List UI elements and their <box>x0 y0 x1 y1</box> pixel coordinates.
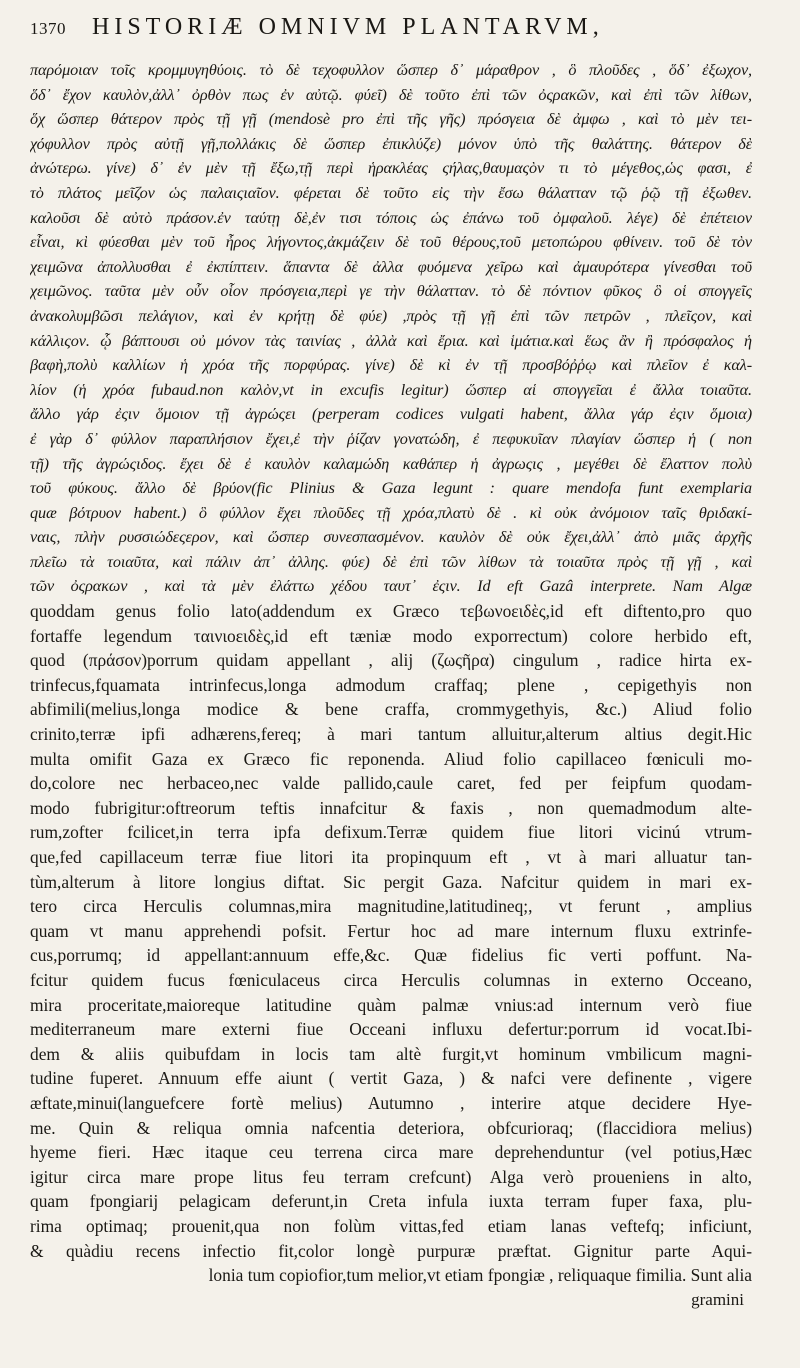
text-line: & quàdiu recens infectio fit,color longè purpuræ præftat. Gignitur parte Aqui- <box>30 1240 752 1261</box>
text-line: mira proceritate,maioreque latitudine quàm palmæ vnius:ad internum verò fiue <box>30 994 752 1015</box>
text-line: tero circa Herculis columnas,mira magnitudine,latitudineq;, vt ferunt , amplius <box>30 896 752 917</box>
text-line: hyeme fieri. Hæc itaque ceu terrena circa mare deprehenduntur (vel potius,Hæc <box>30 1142 752 1163</box>
text-line: τῇ) τῆς ἀγρώςιδος. ἔχει δὲ ἐ καυλὸν καλαμώδη καθάπερ ἡ ἀγρωςις , μεγέθει δὲ ἔλαττον πολὺ <box>30 454 752 473</box>
text-line: ἀνακολυμβῶσι πελάγιον, καὶ ἐν κρήτῃ δὲ φύε) ,πρὸς τῇ γῇ ἐπὶ τῶν πετρῶν , πλεῖςον, καὶ <box>30 306 752 325</box>
text-line: tudine fuperet. Annuum effe aiunt ( vertit Gaza, ) & nafci vere definente , vigere <box>30 1068 752 1089</box>
text-line: fcitur quidem fucus fœniculaceus circa Herculis columnas in externo Occeano, <box>30 969 752 990</box>
text-line: trinfecus,fquamata intrinfecus,longa admodum craffaq; plene , cepigethyis non <box>30 674 752 695</box>
text-line: mediterraneum mare externi fiue Occeani influxu defertur:porrum id vocat.Ibi- <box>30 1019 752 1040</box>
text-line: παρόμοιαν τοῖς κρομμυγηθύοις. τὸ δὲ τεχοφυλλον ὥσπερ δ᾽ μάραθρον , ὃ πλοῦδες , ὅδ᾽ ἐξωχον, <box>30 61 752 79</box>
page-header <box>30 14 752 52</box>
text-line: χειμῶνος. ταῦτα μὲν οὖν οἷον πρόσγεια,περὶ γε τὴν θάλατταν. τὸ δὲ πόντιον φῦκος ὃ οἱ σπογγεῖς <box>30 282 752 301</box>
text-line: βαφὴ,πολὺ καλλίων ἡ χρόα τῆς πορφύρας. γίνε) δὲ κὶ ἐν τῇ προσβόῤῥῳ καὶ πλεῖον ἐ καλ- <box>30 356 752 375</box>
text-line: rima optimaq; prouenit,qua non folùm vittas,fed etiam lanas veftefq; inficiunt, <box>30 1215 752 1236</box>
text-line: λίον (ἡ χρόα fubaud.non καλὸν,vt in excufis legitur) ὥσπερ αἱ σπογγεῖαι ἐ ἄλλα τοιαῦτα. <box>30 380 752 399</box>
text-line: χόφυλλον πρὸς αὐτῇ γῇ,πολλάκις δὲ ὥσπερ ἐπικλύζε) μόνον ὑπὸ τῆς θαλάττης. θάτερον δὲ <box>30 134 752 153</box>
text-line: tùm,alterum à litore longius diftat. Sic pergit Gaza. Nafcitur quidem in mari ex- <box>30 871 752 892</box>
text-line: quam fpongiarij pelagicam deferunt,in Creta infula iuxta terram fuper faxa, plu- <box>30 1191 752 1212</box>
text-line: fortaffe legendum ταινιοειδὲς,id eft tæniæ modo exporrectum) colore herbido eft, <box>30 625 752 646</box>
running-title: HISTORIÆ OMNIVM PLANTARVM, <box>92 14 604 40</box>
text-line: abfimili(melius,longa modice & bene craffa, crommygethyis, &c.) Aliud folio <box>30 699 752 720</box>
text-line: quæ βότρυον habent.) ὃ φύλλον ἔχει πλοῦδες τῇ χρόα,πλατὺ δὲ . κὶ οὐκ ἀνόμοιον ταῖς θριδακί- <box>30 503 752 522</box>
text-line: τῶν ὀςρακων , καὶ τὰ μὲν ἐλάττω χέδου ταυτ᾽ ἐςιν. Id eft Gazâ interprete. Nam Algæ <box>30 577 752 596</box>
text-line: cus,porrumq; id appellant:annuum effe,&c. Quæ fidelius fic verti poffunt. Na- <box>30 945 752 966</box>
text-line: quod (πράσον)porrum quidam appellant , alij (ζωςῆρα) cingulum , radice hirta ex- <box>30 650 752 671</box>
text-line: ὅχ ὥσπερ θάτερον πρὸς τῇ γῇ (mendosè pro ἐπὶ τῆς γῆς) πρόσγεια δὲ ἀμφω , καὶ τὸ μὲν τει- <box>30 110 752 129</box>
text-line: καλοῦσι δὲ αὐτὸ πράσον.ἐν ταύτῃ δὲ,ἐν τισι τόποις ὡς ἐπάνω τοῦ ὀμφαλοῦ. λέγε) δὲ ἐπέτειον <box>30 208 752 227</box>
text-line: κάλλιςον. ᾧ βάπτουσι οὐ μόνον τὰς ταινίας , ἀλλὰ καὶ ἔρια. καὶ ἱμάτια.καὶ ἕως ἂν ἢ πρόσφαλος ἡ <box>30 331 752 350</box>
text-line: igitur circa mare prope litus feu terram crefcunt) Alga verò proueniens in alto, <box>30 1166 752 1187</box>
text-line: πλεῖω τὰ τοιαῦτα, καὶ πάλιν ἀπ᾽ ἀλλης. φύε) δὲ ἐπὶ τῶν λίθων τὰ τοιαῦτα πρὸς τῇ γῇ , καὶ <box>30 552 752 571</box>
text-line: modo fubrigitur:oftreorum teftis innafcitur & faxis , non quemadmodum alte- <box>30 797 752 818</box>
text-line: quoddam genus folio lato(addendum ex Græco τεβωνοειδὲς,id eft diftento,pro quo <box>30 601 752 622</box>
text-line: que,fed capillaceum terræ fiue litori ita propinquum eft , vt à mari alluatur tan- <box>30 847 752 867</box>
text-line: crinito,terræ ipfi adhærens,fereq; à mari tantum alluitur,alterum altius degit.Hic <box>30 724 752 745</box>
text-line: ναις, πλὴν ρυσσιώδεςερον, καὶ ὥσπερ συνεσπασμένον. καυλὸν δὲ οὐκ ἔχει,ἀλλ᾽ ἀπὸ μιᾶς ἀρχῆς <box>30 528 752 547</box>
catchword: gramini <box>691 1289 744 1309</box>
text-line: æftate,minui(languefcere fortè melius) Autumno , interire atque decidere Hye- <box>30 1092 752 1113</box>
text-line: ἄλλο γάρ ἐςιν ὅμοιον τῇ ἀγρώςει (perperam codices vulgati habent, ἄλλα γάρ ἐςιν ὅμοια) <box>30 405 752 424</box>
text-line: ὅδ᾽ ἔχον καυλὸν,ἀλλ᾽ ὀρθὸν πως ἐν αὐτῷ. φύεῖ) δὲ τοῦτο ἐπὶ τῶν ὀςρακῶν, καὶ ἐπὶ τῶν λίθων, <box>30 85 752 104</box>
text-line: do,colore nec herbaceo,nec valde pallido,caule caret, fed per feipfum quodam- <box>30 773 752 794</box>
text-line: multa omifit Gaza ex Græco fic reponenda. Aliud folio capillaceo fœniculi mo- <box>30 748 752 769</box>
text-line: quam vt manu apprehendi pofsit. Fertur hoc ad mare internum fluxu extrinfe- <box>30 920 752 941</box>
text-line: lonia tum copiofior,tum melior,vt etiam fpongiæ , reliquaque fimilia. Sunt alia <box>208 1265 752 1286</box>
text-line: dem & aliis quibufdam in locis tam altè furgit,vt hominum vmbilicum magni- <box>30 1043 752 1064</box>
text-line: rum,zofter fcilicet,in terra ipfa defixum.Terræ quidem fiue litori vicinú vtrum- <box>30 822 752 843</box>
text-line: εἶναι, κὶ φύεσθαι μὲν τοῦ ἦρος λήγοντος,ἀκμάζειν δὲ τοῦ θέρους,τοῦ μετοπώρου φθίνειν. τοῦ δὲ τὸν <box>30 233 752 252</box>
page-number: 1370 <box>30 19 66 38</box>
text-line: me. Quin & reliqua omnia nafcentia deteriora, obfcurioraq; (flaccidiora melius) <box>30 1117 752 1138</box>
text-line: ἀνώτερω. γίνε) δ᾽ ἐν μὲν τῇ ἔξω,τῇ περὶ ἡρακλέας ςήλας,θαυμαςὸν τι τὸ μέγεθος,ὡς φασι, ἐ <box>30 159 752 178</box>
text-line: χειμῶνα ἀπολλυσθαι ἐ ἐκπίπτειν. ἅπαντα δὲ ἀλλα φυόμενα χεῖρω καὶ ἀμαυρότερα γίνεσθαι τοῦ <box>30 257 752 276</box>
text-line: ἐ γὰρ δ᾽ φύλλον παραπλήσιον ἔχει,ἐ τὴν ῥίζαν γονατώδη, ἐ πεφυκυῖαν πλαγίαν ὥσπερ ἡ ( non <box>30 429 752 448</box>
text-line: τὸ πλάτος μεῖζον ὡς παλαιςιαῖον. φέρεται δὲ τοῦτο εἰς τὴν ἔσω θάλατταν τῷ ῥῷ τῇ ἐξωθεν. <box>30 183 752 202</box>
text-line: τοῦ φύκους. ἄλλο δὲ βρύον(fic Plinius & Gaza legunt : quare mendofa funt exemplaria <box>30 479 752 498</box>
body-text <box>30 58 752 1288</box>
